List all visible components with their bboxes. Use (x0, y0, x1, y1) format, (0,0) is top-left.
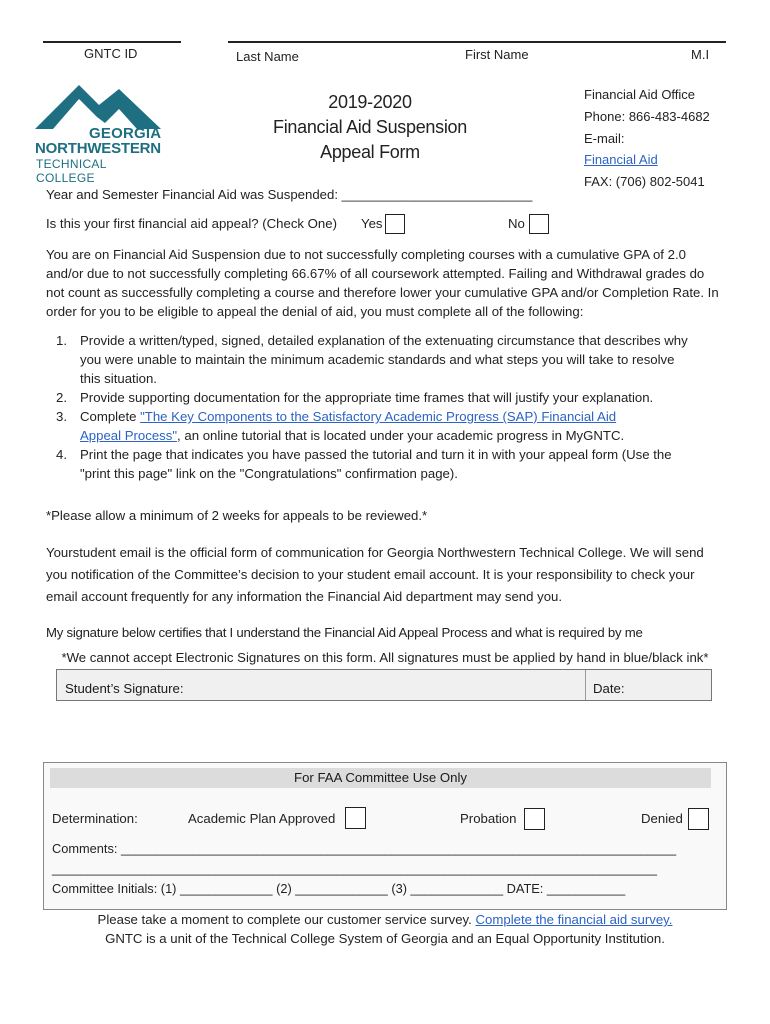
student-signature-label: Student’s Signature: (65, 681, 184, 696)
probation-checkbox[interactable] (524, 808, 545, 830)
form-title (250, 90, 490, 165)
probation-label: Probation (460, 811, 517, 826)
intro-paragraph: You are on Financial Aid Suspension due to not successfully completing courses with a cumulative GPA of 2.0 and/or due to not successfully completing 66.67% of all coursework attempted. Failing and Withdrawal grades do not count as successfully completing a course and therefore lower your cumulative GPA and/or Completion Rate. In order for you to be eligible to appeal the denial of aid, you must complete all of the following: (46, 247, 719, 319)
title-line3: Appeal Form (320, 142, 420, 162)
survey-text: Please take a moment to complete our customer service survey. (97, 912, 472, 927)
office-name: Financial Aid Office (584, 87, 696, 102)
phone: Phone: 866-483-4682 (584, 108, 710, 124)
name-line (228, 41, 726, 43)
yes-checkbox[interactable] (385, 214, 405, 234)
logo-line-northwestern: NORTHWESTERN (35, 140, 161, 157)
comments-line[interactable]: Comments: ______________________________________________________________________________ (52, 841, 677, 856)
fax: FAX: (706) 802-5041 (584, 174, 705, 190)
steps-list (56, 331, 726, 483)
step-1: 1. Provide a written/typed, signed, detailed explanation of the extenuating circumstance that describes why you were unable to maintain the minimum academic standards and what steps you will take to resolve this situation. (56, 333, 688, 386)
college-logo (33, 83, 163, 185)
email-label: E-mail: (584, 130, 625, 146)
denied-checkbox[interactable] (688, 808, 709, 830)
determination-label: Determination: (52, 811, 138, 826)
semester-suspended-question: Year and Semester Financial Aid was Suspended: __________________________ (46, 187, 533, 202)
step-2: 2. Provide supporting documentation for the appropriate time frames that will justify your explanation. (56, 390, 654, 405)
signature-divider (585, 670, 586, 700)
sap-tutorial-link[interactable]: "The Key Components to the Satisfactory Academic Progress (SAP) Financial Aid Appeal Process" (80, 409, 617, 443)
survey-link[interactable]: Complete the financial aid survey. (475, 912, 673, 927)
academic-plan-label: Academic Plan Approved (188, 811, 336, 826)
certify-text: My signature below certifies that I understand the Financial Aid Appeal Process and what is required by me (46, 625, 643, 640)
email-paragraph: Yourstudent email is the official form of communication for Georgia Northwestern Technical College. We will send you notification of the Committee’s decision to your student email account. It is your responsibility to check your email account frequently for any information the Financial Aid department may send you. (46, 545, 704, 604)
logo-line-technical-college: TECHNICAL COLLEGE (36, 157, 107, 185)
first-appeal-question: Is this your first financial aid appeal? (Check One) (46, 216, 337, 231)
comments-second-line[interactable]: _____________________________________________________________________________________ (52, 861, 657, 876)
signature-box (56, 669, 712, 701)
title-year: 2019-2020 (328, 92, 412, 112)
committee-initials-line[interactable]: Committee Initials: (1) _____________ (2) _____________ (3) _____________ DATE: ___________ (52, 881, 626, 896)
gntc-id-line (43, 41, 181, 43)
contact-block (584, 84, 710, 193)
first-name-label: First Name (465, 47, 529, 62)
email-link[interactable]: Financial Aid (584, 152, 658, 168)
step-3: 3. Complete "The Key Components to the Satisfactory Academic Progress (SAP) Financial Aid Appeal Process", an online tutorial that is located under your academic progress in MyGNTC. (56, 409, 625, 443)
title-line2: Financial Aid Suspension (273, 117, 467, 137)
survey-line (0, 912, 770, 927)
academic-plan-checkbox[interactable] (345, 807, 366, 829)
last-name-label: Last Name (236, 49, 299, 64)
yes-label: Yes (361, 216, 383, 231)
gntc-id-label: GNTC ID (84, 46, 138, 61)
equal-opportunity: GNTC is a unit of the Technical College System of Georgia and an Equal Opportunity Institution. (105, 931, 665, 946)
denied-label: Denied (641, 811, 683, 826)
logo-line-georgia: GEORGIA (89, 125, 162, 142)
no-label: No (508, 216, 525, 231)
signature-note: *We cannot accept Electronic Signatures on this form. All signatures must be applied by hand in blue/black ink* (61, 650, 709, 665)
committee-header: For FAA Committee Use Only (50, 768, 711, 788)
mountain-logo-icon (33, 83, 163, 129)
mi-label: M.I (691, 47, 710, 62)
step-4: 4. Print the page that indicates you have passed the tutorial and turn it in with your appeal form (Use the "print this page" link on the "Congratulations" confirmation page). (56, 447, 672, 481)
date-label: Date: (593, 681, 625, 696)
no-checkbox[interactable] (529, 214, 549, 234)
allow-note: *Please allow a minimum of 2 weeks for appeals to be reviewed.* (46, 508, 428, 523)
